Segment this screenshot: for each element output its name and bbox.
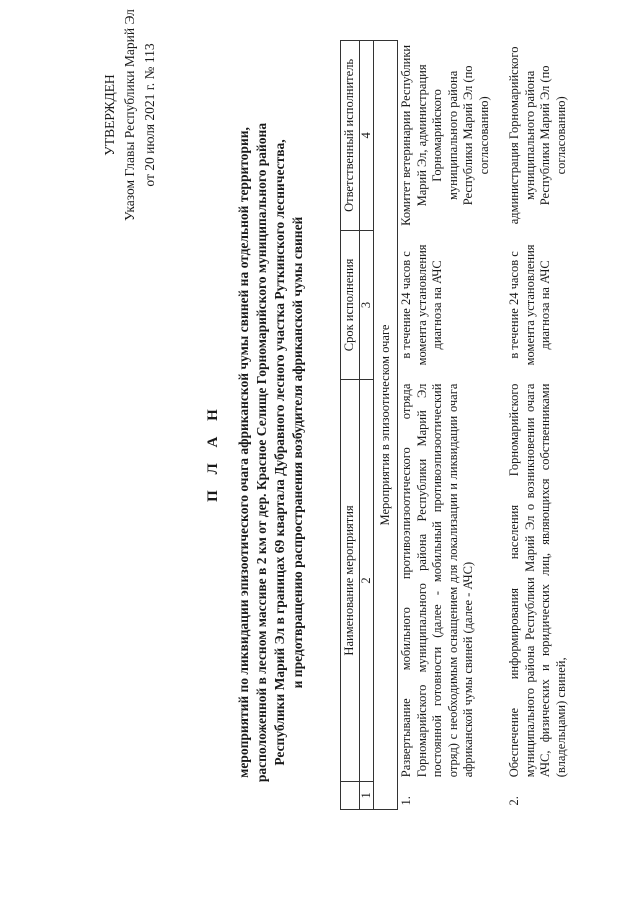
header-name: Наименование мероприятия: [341, 380, 360, 782]
approval-title: УТВЕРЖДЕН: [102, 74, 117, 156]
table-row: [398, 41, 494, 810]
plan-subtitle-line: и предотвращению распространения возбудителя африканской чумы свиней: [290, 216, 305, 689]
column-number: 3: [359, 230, 373, 379]
column-number: 4: [359, 41, 373, 231]
row-number: 2.: [507, 796, 521, 806]
plan-subtitle: [235, 95, 307, 810]
column-number: 2: [359, 380, 373, 782]
row-term: в течение 24 часов с момента установления диагноза на АЧС: [399, 244, 444, 366]
approval-stamp: [100, 0, 160, 230]
plan-subtitle-line: расположенной в лесном массиве в 2 км от дер. Красное Селище Горномарийского муниципального района: [254, 122, 269, 783]
row-term: в течение 24 часов с момента установления диагноза на АЧС: [507, 244, 552, 366]
header-term: Срок исполнения: [341, 230, 360, 379]
row-name: Развертывание мобильного противоэпизоотического отряда Горномарийского муниципального района Республики Марий Эл постоянной готовности (далее - мобильный противоэпизоотический отряд) с необходимым оснащением для локализации и ликвидации очага африканской чумы свиней (далее - АЧС): [399, 383, 475, 778]
row-executor: администрация Горномарийского муниципального района Республики Марий Эл (по согласованию): [507, 46, 568, 225]
section-title: Мероприятия в эпизоотическом очаге: [373, 41, 398, 810]
row-executor: Комитет ветеринарии Республики Марий Эл, администрация Горномарийского муниципального района Республики Марий Эл (по согласованию): [399, 44, 491, 226]
approval-date-line: от 20 июля 2021 г. № 113: [142, 43, 157, 187]
approval-decree-line: Указом Главы Республики Марий Эл: [122, 9, 137, 221]
row-name: Обеспечение информирования населения Горномарийского муниципального района Республики Марий Эл о возникновении очага АЧС, физических и юридических лиц, являющихся собственниками (владельцами) свиней,: [507, 383, 568, 778]
plan-title: П Л А Н: [205, 403, 221, 502]
header-executor: Ответственный исполнитель: [341, 41, 360, 231]
column-number: 1: [359, 781, 373, 809]
table-row: [493, 41, 570, 810]
plan-subtitle-line: Республики Марий Эл в границах 69 квартала Дубравного лесного участка Руткинского лесничества,: [272, 139, 287, 766]
column-number-row: [359, 41, 373, 810]
plan-table: [340, 40, 570, 810]
section-row: [373, 41, 398, 810]
table-header-row: [341, 41, 360, 810]
header-num: [341, 781, 360, 809]
plan-subtitle-line: мероприятий по ликвидации эпизоотического очага африканской чумы свиней на отдельной территории,: [236, 127, 251, 778]
row-number: 1.: [399, 796, 413, 806]
